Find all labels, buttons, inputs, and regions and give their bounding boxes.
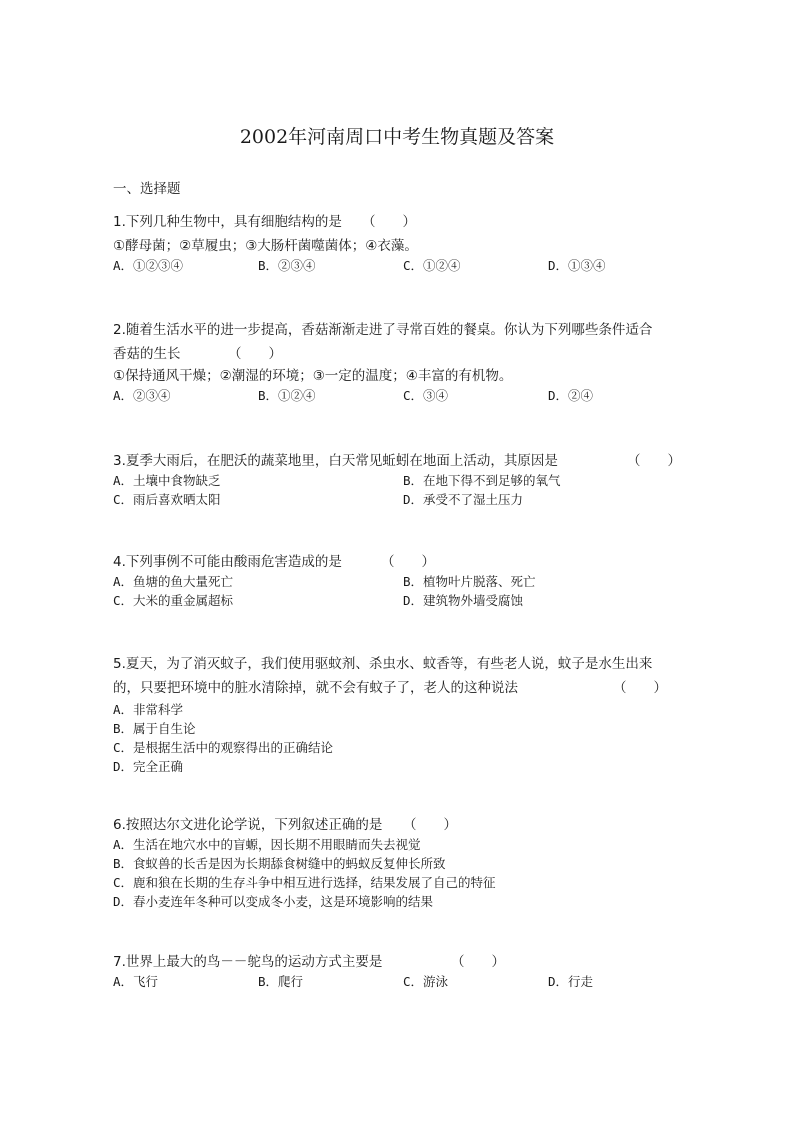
option-d: D．春小麦连年冬种可以变成冬小麦，这是环境影响的结果 (113, 894, 434, 909)
options-row-1 (113, 572, 683, 591)
option-c: C．雨后喜欢晒太阳 (113, 492, 221, 507)
question-items: ①酵母菌；②草履虫；③大肠杆菌噬菌体；④衣藻。 (113, 238, 418, 254)
option-c: C．①②④ (403, 258, 461, 273)
question-2 (113, 318, 683, 406)
option-b: B．植物叶片脱落、死亡 (403, 574, 536, 589)
question-6 (113, 815, 683, 911)
answer-blank: （ ） (451, 954, 505, 970)
question-3-stem-line (113, 451, 683, 471)
question-7 (113, 952, 683, 992)
option-c: C．③④ (403, 388, 449, 403)
question-stem-cont: 的，只要把环境中的脏水清除掉，就不会有蚊子了，老人的这种说法 (113, 680, 518, 696)
question-5 (113, 652, 683, 776)
question-stem: 3.夏季大雨后，在肥沃的蔬菜地里，白天常见蚯蚓在地面上活动，其原因是 (113, 453, 558, 469)
answer-blank: （ ） (381, 554, 435, 570)
question-4-stem-line (113, 552, 683, 572)
options-row (113, 386, 683, 406)
question-7-stem-line (113, 952, 683, 972)
option-d: D．行走 (548, 974, 594, 989)
question-stem: 7.世界上最大的鸟－－鸵鸟的运动方式主要是 (113, 954, 383, 970)
options-row (113, 256, 683, 276)
answer-blank: （ ） (228, 346, 282, 362)
question-stem: 2.随着生活水平的进一步提高，香菇渐渐走进了寻常百姓的餐桌。你认为下列哪些条件适合 (113, 322, 653, 338)
option-d: D．完全正确 (113, 759, 184, 774)
answer-blank: （ ） (403, 817, 457, 833)
answer-blank: （ ） (362, 214, 416, 230)
question-1-stem-line (113, 212, 683, 232)
option-c: C．大米的重金属超标 (113, 593, 234, 608)
option-b: B．食蚁兽的长舌是因为长期舔食树缝中的蚂蚁反复伸长所致 (113, 856, 446, 871)
question-stem: 6.按照达尔文进化论学说，下列叙述正确的是 (113, 817, 383, 833)
section-heading: 一、选择题 (113, 181, 181, 197)
question-2-stem-line2 (113, 342, 683, 366)
option-a: A．②③④ (113, 388, 171, 403)
option-a: A．非常科学 (113, 702, 184, 717)
option-b: B．②③④ (258, 258, 316, 273)
option-b: B．爬行 (258, 974, 304, 989)
option-a: A．土壤中食物缺乏 (113, 473, 221, 488)
question-stem: 4.下列事例不可能由酸雨危害造成的是 (113, 554, 342, 570)
question-items: ①保持通风干燥；②潮湿的环境；③一定的温度；④丰富的有机物。 (113, 368, 513, 384)
option-a: A．飞行 (113, 974, 159, 989)
options-row-2 (113, 490, 683, 509)
options-row-1 (113, 471, 683, 490)
option-c: C．是根据生活中的观察得出的正确结论 (113, 740, 334, 755)
options-row-2 (113, 591, 683, 610)
option-d: D．承受不了湿土压力 (403, 492, 524, 507)
question-1 (113, 212, 683, 276)
option-b: B．属于自生论 (113, 721, 196, 736)
answer-blank: （ ） (627, 453, 681, 469)
options-row (113, 972, 683, 992)
option-c: C．游泳 (403, 974, 449, 989)
question-3 (113, 451, 683, 509)
option-c: C．鹿和狼在长期的生存斗争中相互进行选择，结果发展了自己的特征 (113, 875, 496, 890)
question-stem-cont: 香菇的生长 (113, 346, 181, 362)
question-6-stem-line (113, 815, 683, 835)
option-b: B．①②④ (258, 388, 316, 403)
answer-blank: （ ） (613, 680, 667, 696)
question-stem: 1.下列几种生物中，具有细胞结构的是 (113, 214, 342, 230)
question-5-stem-line2 (113, 676, 683, 700)
question-stem: 5.夏天，为了消灭蚊子，我们使用驱蚊剂、杀虫水、蚊香等，有些老人说，蚊子是水生出来 (113, 656, 653, 672)
option-d: D．②④ (548, 388, 594, 403)
question-4 (113, 552, 683, 610)
option-d: D．①③④ (548, 258, 606, 273)
option-a: A．鱼塘的鱼大量死亡 (113, 574, 234, 589)
option-a: A．①②③④ (113, 258, 184, 273)
option-d: D．建筑物外墙受腐蚀 (403, 593, 524, 608)
option-b: B．在地下得不到足够的氧气 (403, 473, 561, 488)
page-title: 2002年河南周口中考生物真题及答案 (239, 126, 555, 148)
option-a: A．生活在地穴水中的盲螈，因长期不用眼睛而失去视觉 (113, 837, 421, 852)
